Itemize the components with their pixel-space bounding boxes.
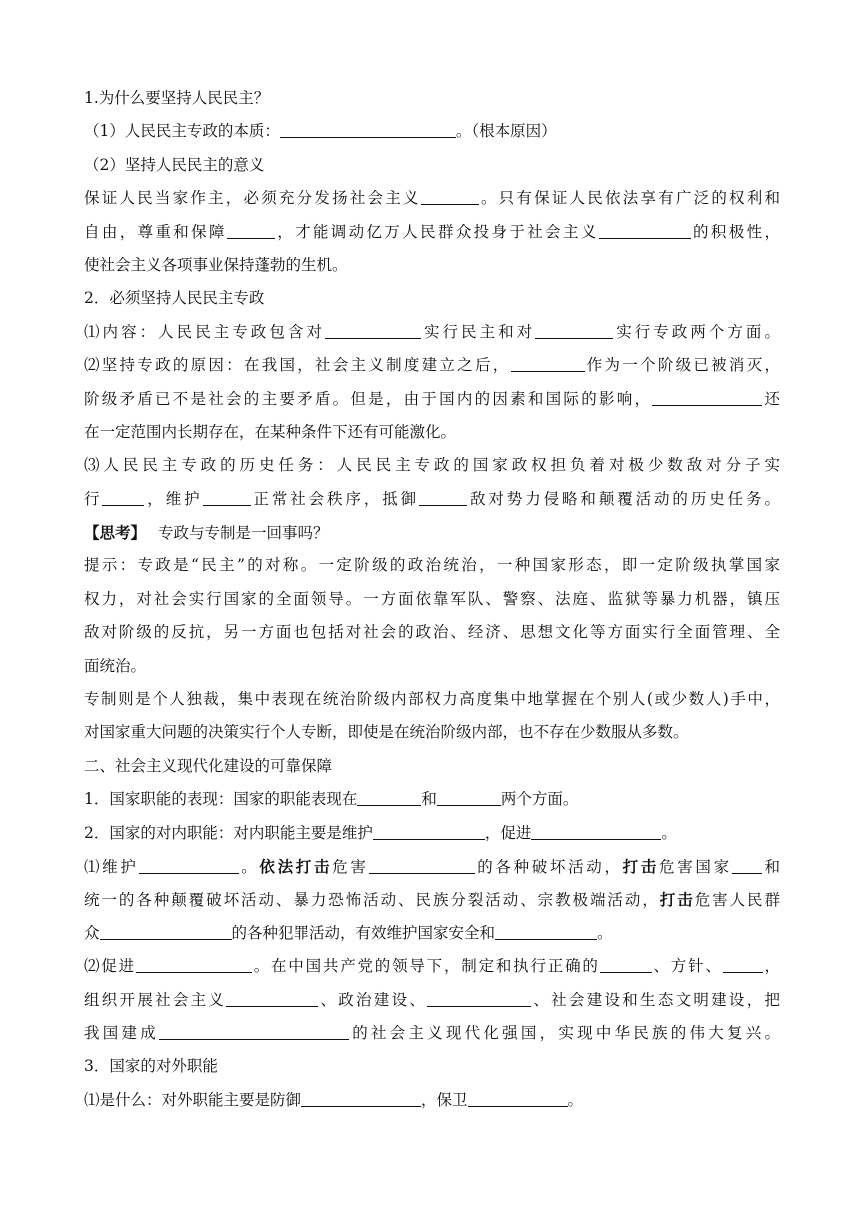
text: 实行民主和对 <box>420 322 536 341</box>
text: 3．国家的对外职能 <box>84 1057 218 1076</box>
fill-blank[interactable] <box>468 1088 568 1107</box>
fill-blank[interactable] <box>301 1088 421 1107</box>
fill-blank[interactable] <box>652 387 762 406</box>
paragraph-line <box>84 883 780 916</box>
hint-line <box>84 650 780 683</box>
text: 面统治。 <box>84 656 147 675</box>
fill-blank[interactable] <box>495 921 597 940</box>
bold-text: 依法打击 <box>259 856 333 876</box>
text: 和 <box>421 790 437 809</box>
fill-blank[interactable] <box>419 487 467 506</box>
text: 的社会主义现代化强国，实现中华民族的伟大复兴。 <box>348 1023 780 1042</box>
text: 1.为什么要坚持人民民主？ <box>84 89 270 107</box>
text: 危害 <box>332 857 369 876</box>
bold-text: 打击 <box>659 890 695 910</box>
paragraph-line <box>84 216 780 249</box>
text: 使社会主义各项事业保持蓬勃的生机。 <box>84 255 348 274</box>
fill-blank[interactable] <box>373 821 485 840</box>
text: 提示：专政是“民主”的对称。一定阶级的政治统治，一种国家形态，即一定阶级执掌国家 <box>84 556 780 575</box>
text: 、政治建设、 <box>318 990 428 1009</box>
fill-blank[interactable] <box>427 988 531 1007</box>
text: 的各种破坏活动， <box>474 857 623 876</box>
text: 组织开展社会主义 <box>84 990 227 1009</box>
paragraph-line <box>84 817 780 850</box>
think-question: 专政与专制是一回事吗？ <box>158 524 329 543</box>
text: 危害人民群 <box>694 891 780 910</box>
fill-blank[interactable] <box>732 855 762 874</box>
text: 危害国家 <box>659 857 732 876</box>
section-2-title <box>84 750 780 783</box>
text: 还 <box>762 389 780 408</box>
fill-blank[interactable] <box>421 186 479 205</box>
paragraph-line <box>84 483 780 516</box>
hint-line <box>84 583 780 616</box>
paragraph-line <box>84 349 780 382</box>
fill-blank[interactable] <box>226 988 318 1007</box>
paragraph-line <box>84 783 780 816</box>
paragraph-line <box>84 383 780 416</box>
fill-blank[interactable] <box>369 855 475 874</box>
text: ，才能调动亿万人民群众投身于社会主义 <box>274 222 599 241</box>
hint-line <box>84 616 780 649</box>
fill-blank[interactable] <box>723 954 763 973</box>
text: 1．国家职能的表现：国家的职能表现在 <box>84 790 358 809</box>
text: 。（根本原因） <box>455 122 557 141</box>
paragraph-line <box>84 182 780 215</box>
text: 的积极性， <box>690 222 780 241</box>
text: 敌对势力侵略和颠覆活动的历史任务。 <box>467 489 780 508</box>
fill-blank[interactable] <box>139 855 239 874</box>
text: 。在中国共产党的领导下，制定和执行正确的 <box>251 957 600 976</box>
paragraph-line <box>84 316 780 349</box>
fill-blank[interactable] <box>203 487 251 506</box>
text: ⑴内容：人民民主专政包含对 <box>84 322 325 341</box>
text: 保证人民当家作主，必须充分发扬社会主义 <box>84 189 421 208</box>
fill-blank[interactable] <box>227 220 275 239</box>
text: 自由，尊重和保障 <box>84 222 227 241</box>
text: 对国家重大问题的决策实行个人专断，即使是在统治阶级内部，也不存在少数服从多数。 <box>84 723 689 742</box>
worksheet-document <box>84 82 780 1117</box>
fill-blank[interactable] <box>600 954 652 973</box>
text: （2）坚持人民民主的意义 <box>84 155 265 174</box>
question-3-title <box>84 1050 780 1083</box>
text: 在一定范围内长期存在，在某种条件下还有可能激化。 <box>84 422 457 441</box>
fill-blank[interactable] <box>159 1021 349 1040</box>
text: 权力，对社会实行国家的全面领导。一方面依靠军队、警察、法庭、监狱等暴力机器，镇压 <box>84 589 780 608</box>
text: 。 <box>567 1090 584 1109</box>
paragraph-line <box>84 1017 780 1050</box>
bold-text: 打击 <box>622 856 660 876</box>
text: 众 <box>84 923 100 942</box>
text: 实行专政两个方面。 <box>613 322 780 341</box>
text: ，维护 <box>144 489 203 508</box>
fill-blank[interactable] <box>531 821 661 840</box>
hint-line <box>84 549 780 582</box>
paragraph-line <box>84 449 780 482</box>
text: 作为一个阶级已被消灭， <box>584 356 780 375</box>
text: ⑶人民民主专政的历史任务：人民民主专政的国家政权担负着对极少数敌对分子实 <box>84 456 780 475</box>
text: 的各种犯罪活动，有效维护国家安全和 <box>231 923 496 942</box>
paragraph-line <box>84 950 780 983</box>
think-label: 【思考】 <box>84 523 147 543</box>
paragraph-line <box>84 984 780 1017</box>
hint-line <box>84 716 780 749</box>
text: 2．国家的对内职能：对内职能主要是维护 <box>84 823 373 842</box>
text: ⑴是什么：对外职能主要是防御 <box>84 1090 302 1109</box>
fill-blank[interactable] <box>599 220 691 239</box>
text: ⑵促进 <box>84 957 136 976</box>
think-heading <box>84 516 780 549</box>
text: 二、社会主义现代化建设的可靠保障 <box>84 756 333 775</box>
text: 、社会建设和生态文明建设，把 <box>531 990 780 1009</box>
text: 、方针、 <box>651 957 723 976</box>
question-1-sub-1 <box>84 115 780 148</box>
text: 。 <box>238 857 260 876</box>
fill-blank[interactable] <box>325 320 421 339</box>
text: 。 <box>661 823 677 842</box>
text: 两个方面。 <box>500 790 579 809</box>
text: 统一的各种颠覆破坏活动、暴力恐怖活动、民族分裂活动、宗教极端活动， <box>84 891 660 910</box>
text: 行 <box>84 489 103 508</box>
text: （1）人民民主专政的本质： <box>84 122 280 141</box>
text: 2．必须坚持人民民主专政 <box>84 289 265 308</box>
text: 和 <box>761 857 780 876</box>
question-2-title <box>84 282 780 315</box>
fill-blank[interactable] <box>511 353 585 372</box>
text: ，促进 <box>484 823 532 842</box>
fill-blank[interactable] <box>100 921 232 940</box>
text: 。 <box>597 923 613 942</box>
fill-blank[interactable] <box>437 787 501 806</box>
fill-blank[interactable] <box>136 954 252 973</box>
fill-blank[interactable] <box>357 787 421 806</box>
text: 我国建成 <box>84 1023 159 1042</box>
question-1-title <box>84 82 780 115</box>
paragraph-line <box>84 249 780 282</box>
fill-blank[interactable] <box>280 119 456 138</box>
paragraph-line <box>84 416 780 449</box>
hint-line <box>84 683 780 716</box>
text: 。只有保证人民依法享有广泛的权利和 <box>478 189 780 208</box>
question-1-sub-2 <box>84 149 780 182</box>
text: 正常社会秩序，抵御 <box>250 489 420 508</box>
text: 专制则是个人独裁，集中表现在统治阶级内部权力高度集中地掌握在个别人(或少数人)手中， <box>84 690 780 709</box>
fill-blank[interactable] <box>535 320 613 339</box>
text: ，保卫 <box>421 1090 468 1109</box>
paragraph-line <box>84 917 780 950</box>
text: 阶级矛盾已不是社会的主要矛盾。但是，由于国内的因素和国际的影响， <box>84 389 653 408</box>
text: ， <box>762 957 780 976</box>
text: ⑵坚持专政的原因：在我国，社会主义制度建立之后， <box>84 356 511 375</box>
fill-blank[interactable] <box>102 487 144 506</box>
text: ⑴维护 <box>84 857 139 876</box>
text: 敌对阶级的反抗，另一方面也包括对社会的政治、经济、思想文化等方面实行全面管理、全 <box>84 623 780 642</box>
paragraph-line <box>84 850 780 883</box>
paragraph-line <box>84 1084 780 1117</box>
